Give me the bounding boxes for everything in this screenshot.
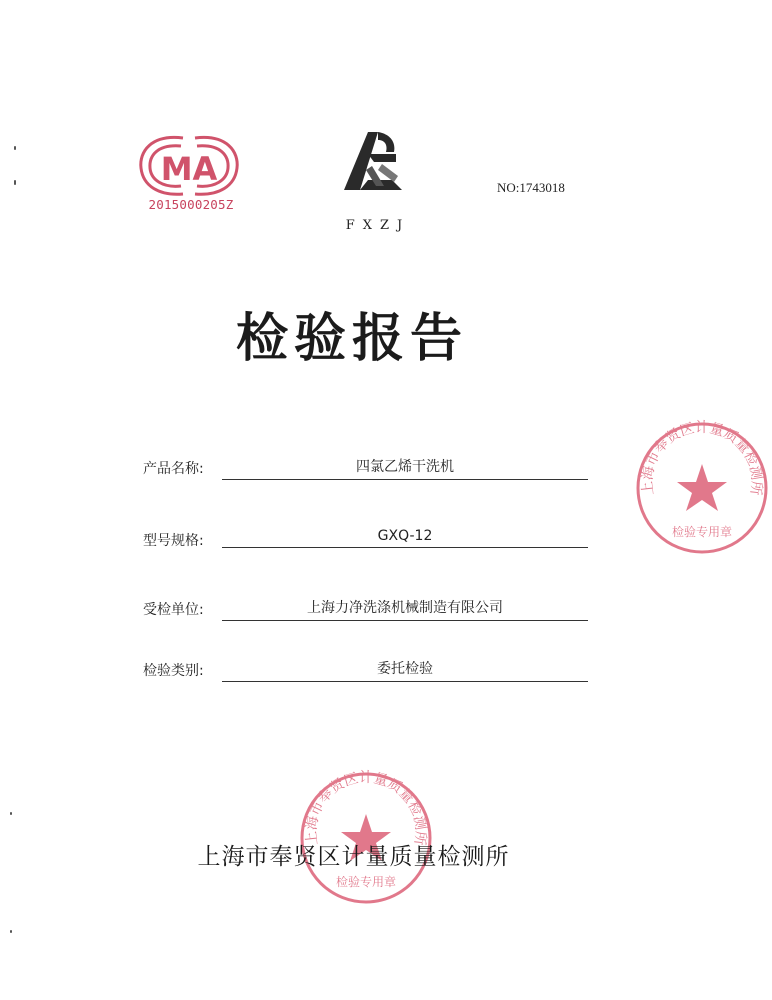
official-seal-right — [632, 418, 772, 558]
inspected-unit-label: 受检单位: — [143, 602, 204, 618]
model-spec-value: GXQ-12 — [222, 528, 588, 548]
inspected-unit-value: 上海力净洗涤机械制造有限公司 — [222, 597, 588, 621]
svg-text:上海市奉贤区计量质量检测所: 上海市奉贤区计量质量检测所 — [303, 770, 429, 847]
cma-certificate-number: 2015000205Z — [148, 197, 234, 212]
scan-speck — [14, 146, 16, 150]
model-spec-label: 型号规格: — [143, 533, 204, 549]
report-number: NO:1743018 — [497, 180, 565, 195]
inspection-type-value: 委托检验 — [222, 658, 588, 682]
cma-letters: MA — [160, 150, 218, 188]
product-name-label: 产品名称: — [143, 461, 204, 477]
scan-speck — [10, 930, 12, 933]
svg-text:检验专用章: 检验专用章 — [335, 875, 397, 889]
product-name-value: 四氯乙烯干洗机 — [222, 456, 588, 480]
svg-text:上海市奉贤区计量质量检测所: 上海市奉贤区计量质量检测所 — [639, 420, 765, 497]
inspection-type-label: 检验类别: — [143, 663, 204, 679]
scan-speck — [14, 180, 16, 185]
fxzj-emblem — [338, 124, 408, 196]
emblem-label: FXZJ — [345, 218, 411, 233]
institution-name: 上海市奉贤区计量质量检测所 — [197, 844, 510, 870]
scan-speck — [10, 812, 12, 815]
svg-text:检验专用章: 检验专用章 — [671, 525, 733, 539]
page-title: 检验报告 — [236, 309, 469, 369]
